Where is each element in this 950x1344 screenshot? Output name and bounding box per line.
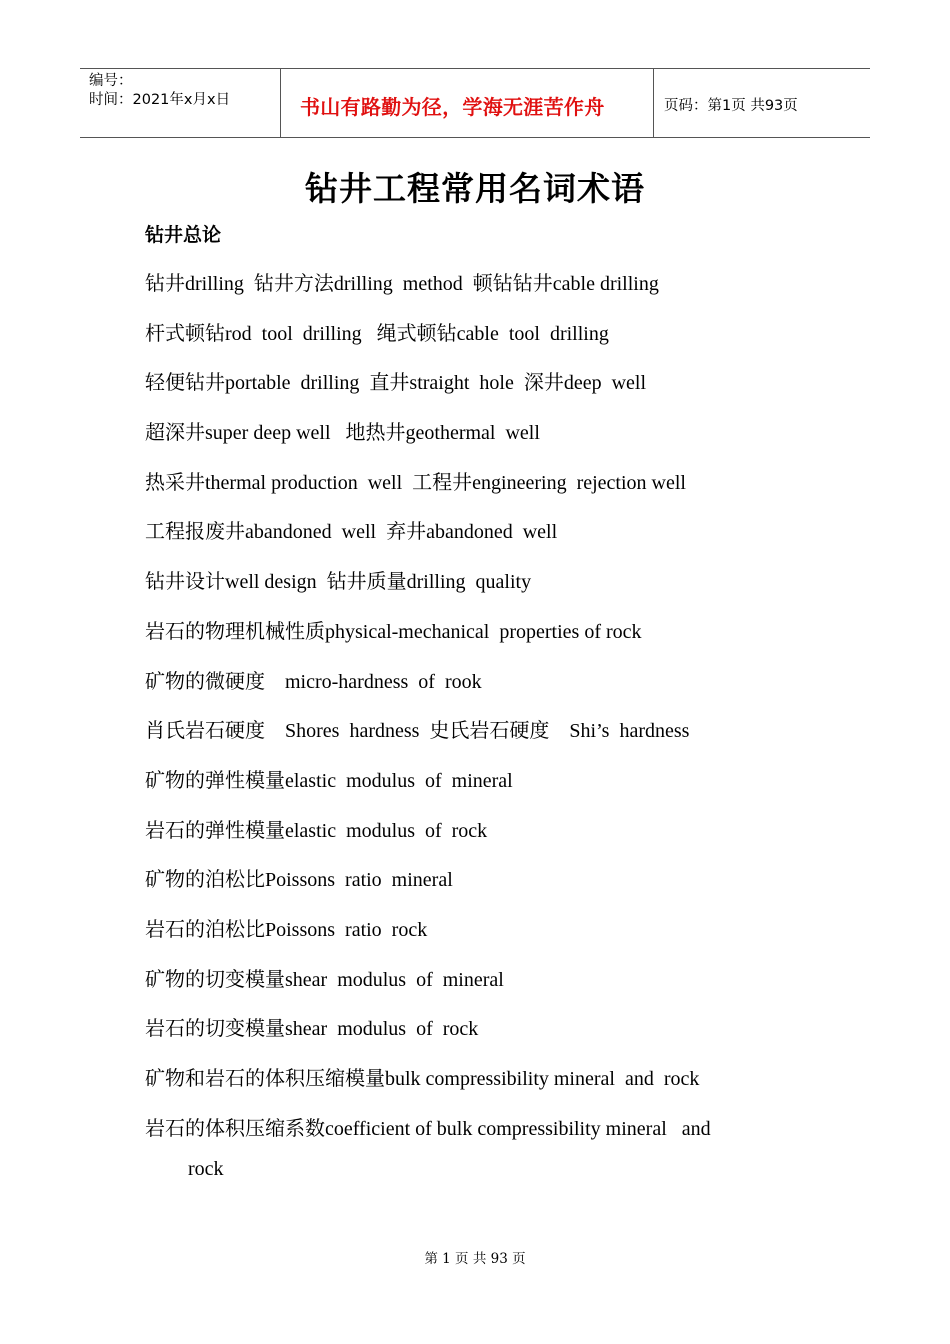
header-motto-cell: [281, 69, 654, 137]
term-entry: 轻便钻井portable drilling 直井straight hole 深井deep well: [145, 372, 647, 395]
term-entry: 矿物和岩石的体积压缩模量bulk compressibility mineral and rock: [145, 1068, 700, 1090]
term-entry: 矿物的泊松比Poissons ratio mineral: [145, 869, 453, 892]
term-entry: 矿物的弹性模量elastic modulus of mineral: [145, 769, 513, 792]
term-entry: 岩石的体积压缩系数coefficient of bulk compressibility mineral and: [145, 1117, 711, 1140]
term-entry: 超深井super deep well 地热井geothermal well: [145, 422, 540, 445]
number-label: 编号：: [89, 73, 133, 89]
term-entry: 岩石的泊松比Poissons ratio rock: [145, 918, 428, 941]
term-entry: 工程报废井abandoned well 弃井abandoned well: [145, 521, 558, 544]
time-label: 时间：2021年x月x日: [89, 92, 231, 108]
term-entry: 岩石的切变模量shear modulus of rock: [145, 1018, 479, 1041]
section-heading: 钻井总论: [145, 224, 222, 246]
motto: 书山有路勤为径，学海无涯苦作舟: [300, 95, 605, 119]
term-entry: 钻井drilling 钻井方法drilling method 顿钻钻井cable drilling: [145, 273, 659, 295]
term-entry-continuation: rock: [188, 1157, 224, 1180]
header-page-cell: [654, 69, 870, 137]
page-footer: 第 1 页 共 93 页: [424, 1251, 526, 1267]
term-entry: 肖氏岩石硬度 Shores hardness 史氏岩石硬度 Shi’s hardness: [145, 720, 690, 743]
term-entry: 矿物的切变模量shear modulus of mineral: [145, 968, 504, 991]
term-list: [145, 264, 835, 1198]
document-title: 钻井工程常用名词术语: [305, 169, 645, 208]
term-entry: 热采井thermal production well 工程井engineering rejection well: [145, 471, 686, 494]
term-entry: 钻井设计well design 钻井质量drilling quality: [145, 571, 532, 594]
page-header: [80, 68, 870, 138]
term-entry: 杆式顿钻rod tool drilling 绳式顿钻cable tool drilling: [145, 322, 609, 345]
term-entry: 矿物的微硬度 micro-hardness of rook: [145, 670, 482, 693]
page-info: 页码：第1页 共93页: [664, 98, 798, 114]
header-meta-cell: [80, 69, 281, 137]
term-entry: 岩石的物理机械性质physical-mechanical properties of rock: [145, 620, 642, 643]
term-entry: 岩石的弹性模量elastic modulus of rock: [145, 819, 488, 842]
